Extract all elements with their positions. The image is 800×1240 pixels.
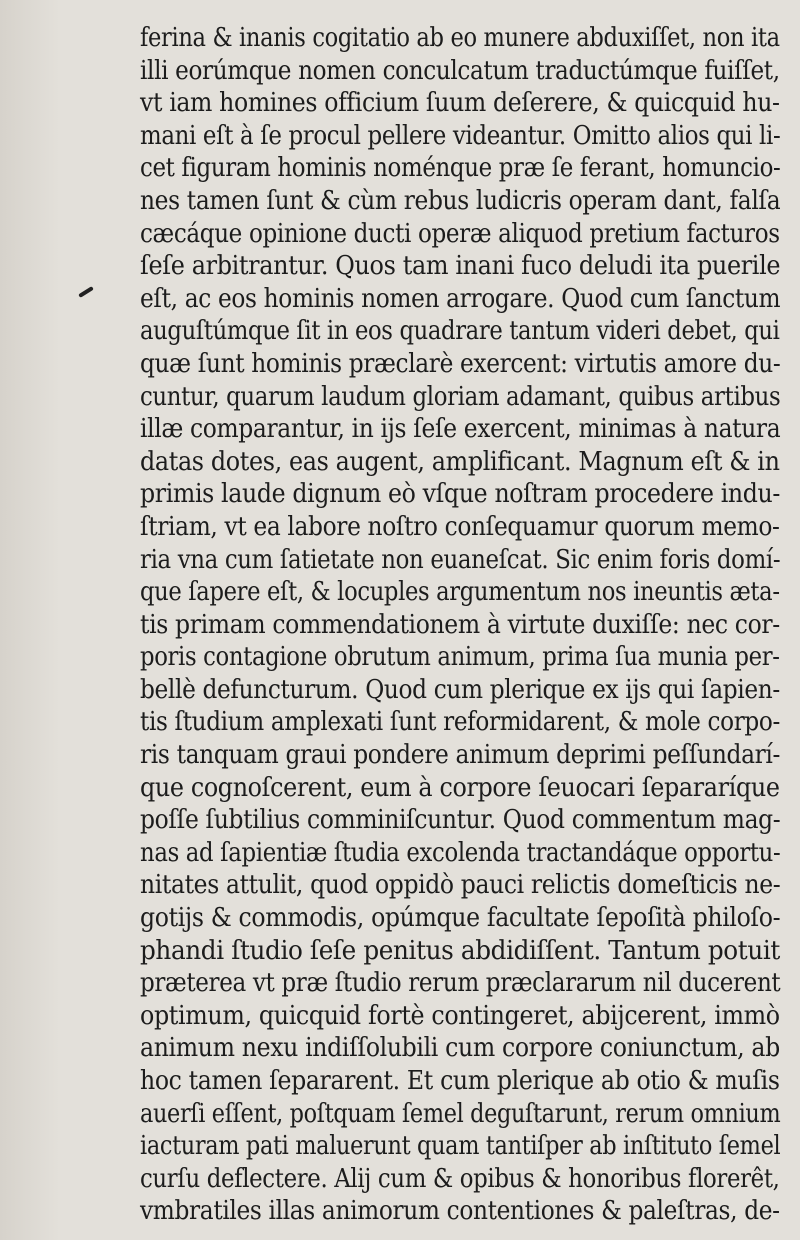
text-line: phandi ſtudio ſeſe penitus abdidiſſent. Tantum potuit (140, 935, 780, 966)
text-line: auerſi eſſent, poſtquam ſemel deguſtarunt, rerum omnium (140, 1098, 781, 1129)
text-line: præterea vt præ ſtudio rerum præclararum nil ducerent (140, 968, 781, 999)
text-line: mani eſt à ſe procul pellere videantur. Omitto alios qui li- (140, 120, 781, 151)
text-line: bellè defuncturum. Quod cum plerique ex ijs qui ſapien- (140, 674, 780, 705)
text-line: illæ comparantur, in ijs ſeſe exercent, minimas à natura (140, 414, 781, 445)
text-line: hoc tamen ſepararent. Et cum plerique ab otio & muſis (140, 1066, 780, 1096)
text-line: cet figuram hominis noménque præ ſe ferant, homuncio- (140, 153, 781, 184)
text-line: tis primam commendationem à virtute duxiſſe: nec cor- (140, 609, 780, 640)
text-line: vt iam homines officium ſuum deſerere, & quicquid hu- (140, 88, 780, 119)
text-line: auguſtúmque ſit in eos quadrare tantum videri debet, qui (140, 316, 780, 347)
text-line: cuntur, quarum laudum gloriam adamant, quibus artibus (140, 381, 781, 412)
text-line: iacturam pati maluerunt quam tantiſper ab inſtituto ſemel (140, 1131, 781, 1162)
text-line: ferina & inanis cogitatio ab eo munere abduxiſſet, non ita (140, 23, 780, 53)
text-line: datas dotes, eas augent, amplificant. Magnum eſt & in (140, 446, 780, 477)
text-line: eſt, ac eos hominis nomen arrogare. Quod cum ſanctum (140, 283, 781, 314)
text-line: nas ad ſapientiæ ſtudia excolenda tractandáque opportu- (140, 837, 781, 868)
text-line: vmbratiles illas animorum contentiones & paleſtras, de- (140, 1196, 780, 1227)
text-line: curſu deflectere. Alij cum & opibus & honoribus florerêt, (140, 1163, 780, 1194)
text-line: quæ ſunt hominis præclarè exercent: virtutis amore du- (140, 348, 781, 379)
text-line: gotijs & commodis, opúmque facultate ſepoſità philoſo- (140, 903, 781, 934)
text-line: illi eorúmque nomen conculcatum traductúmque fuiſſet, (140, 55, 780, 86)
page-gutter-shade (0, 0, 60, 1240)
text-line: ſeſe arbitrantur. Quos tam inani fuco deludi ita puerile (140, 251, 781, 282)
text-line: ria vna cum ſatietate non euaneſcat. Sic enim foris domí- (140, 544, 781, 575)
margin-pen-mark (78, 286, 94, 298)
text-line: nes tamen ſunt & cùm rebus ludicris operam dant, falſa (140, 185, 781, 216)
text-line: tis ſtudium amplexati ſunt reformidarent, & mole corpo- (140, 707, 780, 738)
text-line: nitates attulit, quod oppidò pauci relictis domeſticis ne- (140, 870, 781, 901)
text-line: que cognoſcerent, eum à corpore ſeuocari ſepararíque (140, 772, 780, 803)
text-line: que ſapere eſt, & locuples argumentum nos ineuntis æta- (140, 577, 780, 608)
text-line: ris tanquam graui pondere animum deprimi peſſundarí- (140, 740, 781, 771)
text-line: poſſe ſubtilius comminiſcuntur. Quod commentum mag- (140, 805, 781, 836)
text-line: ſtriam, vt ea labore noſtro conſequamur quorum memo- (140, 511, 780, 542)
text-line: animum nexu indiſſolubili cum corpore coniunctum, ab (140, 1033, 780, 1064)
text-line: cæcáque opinione ducti operæ aliquod pretium facturos (140, 218, 780, 249)
text-line: optimum, quicquid fortè contingeret, abijcerent, immò (140, 1000, 780, 1031)
body-text (140, 22, 780, 1228)
text-line: primis laude dignum eò vſque noſtram procedere indu- (140, 479, 781, 510)
text-line: poris contagione obrutum animum, prima ſua munia per- (140, 642, 780, 673)
